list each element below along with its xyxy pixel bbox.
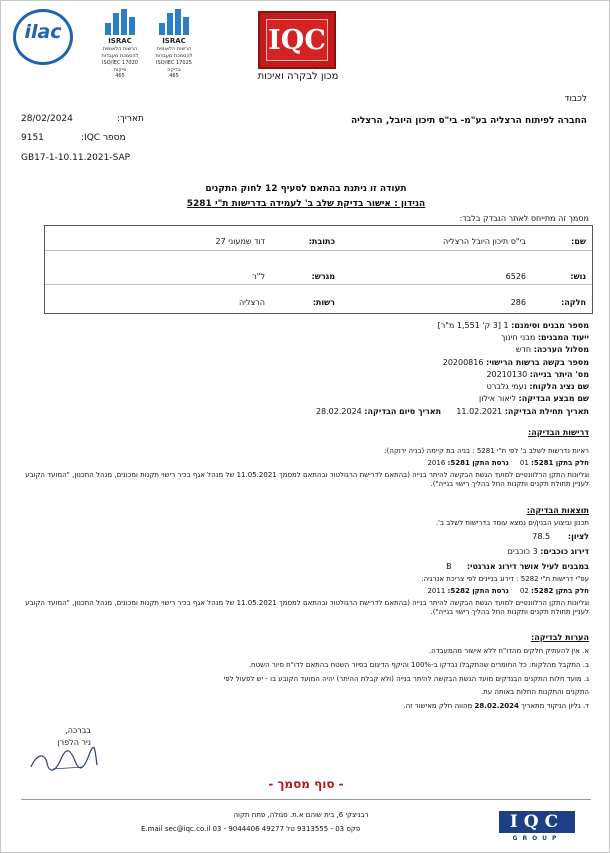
scope-intro: מסמך זה מתייחס לאתר הנבדק בלבד: <box>459 214 589 223</box>
energy-rating-line: במבנים לעיל אושר דירוג אנרגטי: B <box>446 562 589 571</box>
stars-line: דירוג כוכבים: 3 כוכבים <box>507 547 589 556</box>
notes-heading: הערות לבדיקה: <box>531 633 589 642</box>
certificate-statement: תעודה זו ניתנת בהתאם לסעיף 12 לחוק התקנים <box>205 184 407 194</box>
results-line: תכנון וביצוע הבנין/ים נמצא עומד בדרישות לשלב ב'. <box>435 519 589 527</box>
note-c-line1: ג. מועד חלות התקנים הבנדקים מועד הגשת הבקשה להיתר בנייה (ולא קבלת ההיתר) יהיה המועד הקובע בו - יש לפעול לפי <box>223 675 589 683</box>
purpose-line: ייעוד המבנים: מבני חינוך <box>500 333 589 342</box>
client-rep-line: שם נציג הלקוח: נעמי גלברט <box>486 382 589 391</box>
results-paragraph: וגליונות התקן הרלוונטיים למועד הגשת הבקשה להיתר בנייה (בהתאם לדרישת הרגולטור ובהתאם למסמך 11.05.2021 של מנהל אגף בכיר רישוי תקנות ומכונים, מנהל התכנון, "המועד הקובע לעניין תחולת תקנים ותקנות החל בהליך רישוי בנייה"). <box>25 599 589 616</box>
meta-date: 28/02/2024 תאריך: <box>21 114 144 124</box>
iqc-logo: IQC <box>258 11 336 69</box>
permit-line: מס' היתר בנייה: 20210130 <box>486 370 589 379</box>
iqc-tagline: מכון לבקרה ואיכות <box>257 71 339 82</box>
regards: בברכה, <box>65 726 91 735</box>
footer-address: רבניצקי 6, בית שוהם א.ת. סגולה, פתח תקוה <box>233 811 369 819</box>
site-name-label: שם: <box>571 237 586 246</box>
iqc-group-logo: IQC GROUP <box>499 811 575 845</box>
helka-label: חלקה: <box>561 298 586 307</box>
requirements-heading: דרישות הבדיקה: <box>528 428 589 437</box>
standard-5281-part-line: חלק בתקן 5281: 01 גרסת התקן 5281: 2016 <box>427 459 589 467</box>
handwritten-signature <box>23 745 103 777</box>
signer-name: ניר הלפרן <box>57 738 91 747</box>
requirements-paragraph: וגליונות התקן הרלוונטיים למועד הגשת הבקשה להיתר בנייה (בהתאם לדרישת הרגולטור ובהתאם למסמך 11.05.2021 של מנהל אגף בכיר רישוי תקנות ומכונים, מנהל התכנון, "המועד הקובע לעניין תחולת תקנים ותקנות החל בהליך רישוי בנייה"). <box>25 471 589 488</box>
meta-doc-code: GB17-1-10.11.2021-SAP <box>21 153 131 163</box>
site-details-box <box>44 225 593 314</box>
request-line: מספר בקשה ברשות הרישוי: 20200816 <box>442 358 589 367</box>
note-a: א. אין להעתיק חלקים מהדו"ח ללא אישור מהמעבדה. <box>428 647 589 655</box>
standard-5282-part-line: חלק בתקן 5282: 02 גרסת התקן 5282: 2011 <box>427 587 589 595</box>
migrash-value: ל"ר <box>252 272 265 281</box>
israc-logo-17020: ISRAC הרשות הלאומית להסמכת מעבדות ISO/IEC 17020 פיקוח 465 <box>95 9 145 79</box>
note-b: ב. התקבל מהלקוח: כל החומרים שהתקבלו נבדקו ב-100% והיקף הדיגום בסיור השטח בהתאם לדו"ח סיור השטח. <box>248 661 589 669</box>
footer-contact: E.mail sec@iqc.co.il 03 - 9044406 פקס 03 - 9313555 טל 49277 <box>141 825 361 833</box>
israc-mark-icon <box>159 9 189 35</box>
recipient-company: החברה לפיתוח הרצליה בע"מ- בי"ס תיכון היובל, הרצליה <box>350 116 587 126</box>
address-value: דוד שמעוני 27 <box>215 237 265 246</box>
track-line: מסלול הערכה: חדש <box>515 345 589 354</box>
note-c-line2: התקנים והתקנות החלות באותה עת. <box>480 688 589 696</box>
inspection-dates-line: תאריך תחילת הבדיקה: 11.02.2021 תאריך סיום הבדיקה: 28.02.2024 <box>315 407 589 416</box>
rashut-label: רשות: <box>312 298 335 307</box>
gush-label: גוש: <box>570 272 586 281</box>
subject-line: הנידון : אישור בדיקת שלב ב' לעמידה בדרישות ת"י 5281 <box>186 199 426 209</box>
gush-value: 6526 <box>505 272 526 281</box>
inspector-line: שם מבצע הבדיקה: ליאור אילון <box>479 394 589 403</box>
buildings-line: מספר מבנים וסימנם: 1 [3 ק' 1,551 מ"ר] <box>437 321 589 330</box>
israc-logo-17025: ISRAC הרשות הלאומית להסמכת מעבדות ISO/IEC 17025 בדיקה 465 <box>149 9 199 79</box>
energy-requirement-line: עפ"י דרישות ת"י 5282 : דירוג בניינים לפי צריכת אנרגיה: <box>421 575 589 583</box>
migrash-label: מגרש: <box>311 272 335 281</box>
requirements-line: ראיות נדרשות לשלב ב' לפי ת"י 5281 : בניה בת קיימה (בניה ירוקה): <box>384 447 589 455</box>
helka-value: 286 <box>510 298 526 307</box>
rashut-value: הרצליה <box>238 298 265 307</box>
meta-iqc-number: 9151 מספר IQC: <box>21 133 126 143</box>
end-of-document: - סוף מסמך - <box>268 777 344 791</box>
results-heading: תוצאות הבדיקה: <box>526 506 589 515</box>
israc-mark-icon <box>105 9 135 35</box>
ilac-logo: ilac <box>13 9 75 69</box>
site-name-value: בי"ס תיכון היובל הרצליה <box>443 237 526 246</box>
recipient-to: לכבוד <box>564 94 587 104</box>
note-d: ד. גליון הניקוד מתאריך 28.02.2024 מהווה חלק מאישור זה. <box>403 702 589 710</box>
score-line: לציון: 78.5 <box>532 532 589 541</box>
address-label: כתובת: <box>308 237 335 246</box>
footer-divider <box>21 799 591 800</box>
